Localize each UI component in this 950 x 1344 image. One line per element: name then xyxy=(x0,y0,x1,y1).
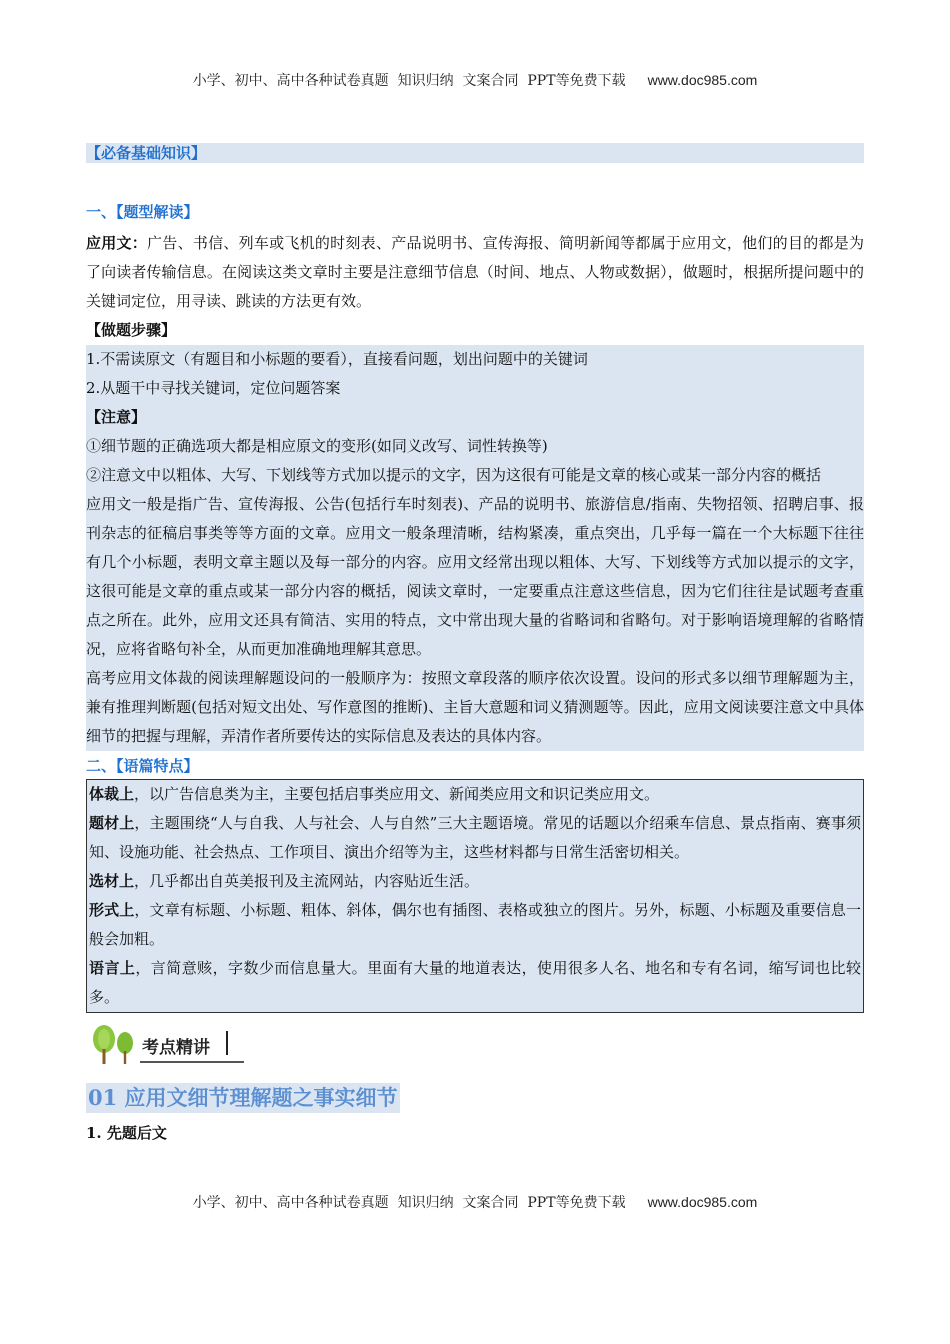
feature-item: 形式上，文章有标题、小标题、粗体、斜体，偶尔也有插图、表格或独立的图片。另外，标题、小标题及重要信息一般会加粗。 xyxy=(89,901,861,948)
header-url[interactable]: www.doc985.com xyxy=(647,72,758,88)
sub-heading-1: 1. 先题后文 xyxy=(86,1124,167,1142)
feature-item: 体裁上，以广告信息类为主，主要包括启事类应用文、新闻类应用文和识记类应用文。 xyxy=(89,785,660,803)
page-header-top xyxy=(0,70,950,90)
text-caret xyxy=(226,1031,228,1055)
section-01-title: 01 应用文细节理解题之事实细节 xyxy=(86,1083,400,1113)
kaodian-title: 考点精讲 xyxy=(142,1038,210,1058)
intro-label: 应用文： xyxy=(86,234,148,252)
kaodian-banner xyxy=(86,1023,864,1067)
steps-label: 【做题步骤】 xyxy=(86,321,177,339)
kaodian-underline xyxy=(140,1061,244,1063)
section-01 xyxy=(86,1083,864,1113)
feature-item: 选材上，几乎都出自英美报刊及主流网站，内容贴近生活。 xyxy=(89,872,480,890)
feature-item: 语言上，言简意赅，字数少而信息量大。里面有大量的地道表达，使用很多人名、地名和专有名词，缩写词也比较多。 xyxy=(89,959,861,1006)
footer-text: 小学、初中、高中各种试卷真题 知识归纳 文案合同 PPT等免费下载 xyxy=(192,1195,626,1211)
step-2: 2.从题干中寻找关键词，定位问题答案 xyxy=(86,379,341,397)
intro-text: 广告、书信、列车或飞机的时刻表、产品说明书、宣传海报、简明新闻等都属于应用文，他们的目的都是为了向读者传输信息。在阅读这类文章时主要是注意细节信息（时间、地点、人物或数据），做题时，根据所提问题中的关键词定位，用寻读、跳读的方法更有效。 xyxy=(86,234,864,310)
footer-url[interactable]: www.doc985.com xyxy=(647,1194,758,1210)
paragraph-2: 高考应用文体裁的阅读理解题设问的一般顺序为：按照文章段落的顺序依次设置。设问的形式多以细节理解题为主，兼有推理判断题(包括对短文出处、写作意图的推断)、主旨大意题和词义猜测题等。因此，应用文阅读要注意文中具体细节的把握与理解，弄清作者所要传达的实际信息及表达的具体内容。 xyxy=(86,669,864,745)
section-bar: 【必备基础知识】 xyxy=(86,143,864,163)
part1-heading: 一、【题型解读】 xyxy=(86,203,199,221)
features-box xyxy=(86,779,864,1013)
header-text: 小学、初中、高中各种试卷真题 知识归纳 文案合同 PPT等免费下载 xyxy=(192,73,626,89)
note-1: ①细节题的正确选项大都是相应原文的变形(如同义改写、词性转换等) xyxy=(86,437,548,455)
main-content xyxy=(86,143,864,1148)
feature-item: 题材上，主题围绕“人与自我、人与社会、人与自然”三大主题语境。常见的话题以介绍乘车信息、景点指南、赛事须知、设施功能、社会热点、工作项目、演出介绍等为主，这些材料都与日常生活密切相关。 xyxy=(89,814,861,861)
trees-icon xyxy=(88,1023,138,1067)
note-2: ②注意文中以粗体、大写、下划线等方式加以提示的文字，因为这很有可能是文章的核心或某一部分内容的概括 xyxy=(86,466,822,484)
part2-heading: 二、【语篇特点】 xyxy=(86,757,199,775)
step-1: 1.不需读原文（有题目和小标题的要看），直接看问题，划出问题中的关键词 xyxy=(86,350,588,368)
paragraph-1: 应用文一般是指广告、宣传海报、公告(包括行车时刻表)、产品的说明书、旅游信息/指南、失物招领、招聘启事、报刊杂志的征稿启事类等等方面的文章。应用文一般条理清晰，结构紧凑，重点突出，几乎每一篇在一个大标题下往往有几个小标题，表明文章主题以及每一部分的内容。应用文经常出现以粗体、大写、下划线等方式加以提示的文字，这很可能是文章的重点或某一部分内容的概括，阅读文章时，一定要重点注意这些信息，因为它们往往是试题考查重点之所在。此外，应用文还具有简洁、实用的特点，文中常出现大量的省略词和省略句。对于影响语境理解的省略情况，应将省略句补全，从而更加准确地理解其意思。 xyxy=(86,495,864,658)
note-label: 【注意】 xyxy=(86,408,147,426)
shaded-block xyxy=(86,345,864,751)
page-header-bottom xyxy=(0,1192,950,1212)
part1-intro xyxy=(86,229,864,316)
